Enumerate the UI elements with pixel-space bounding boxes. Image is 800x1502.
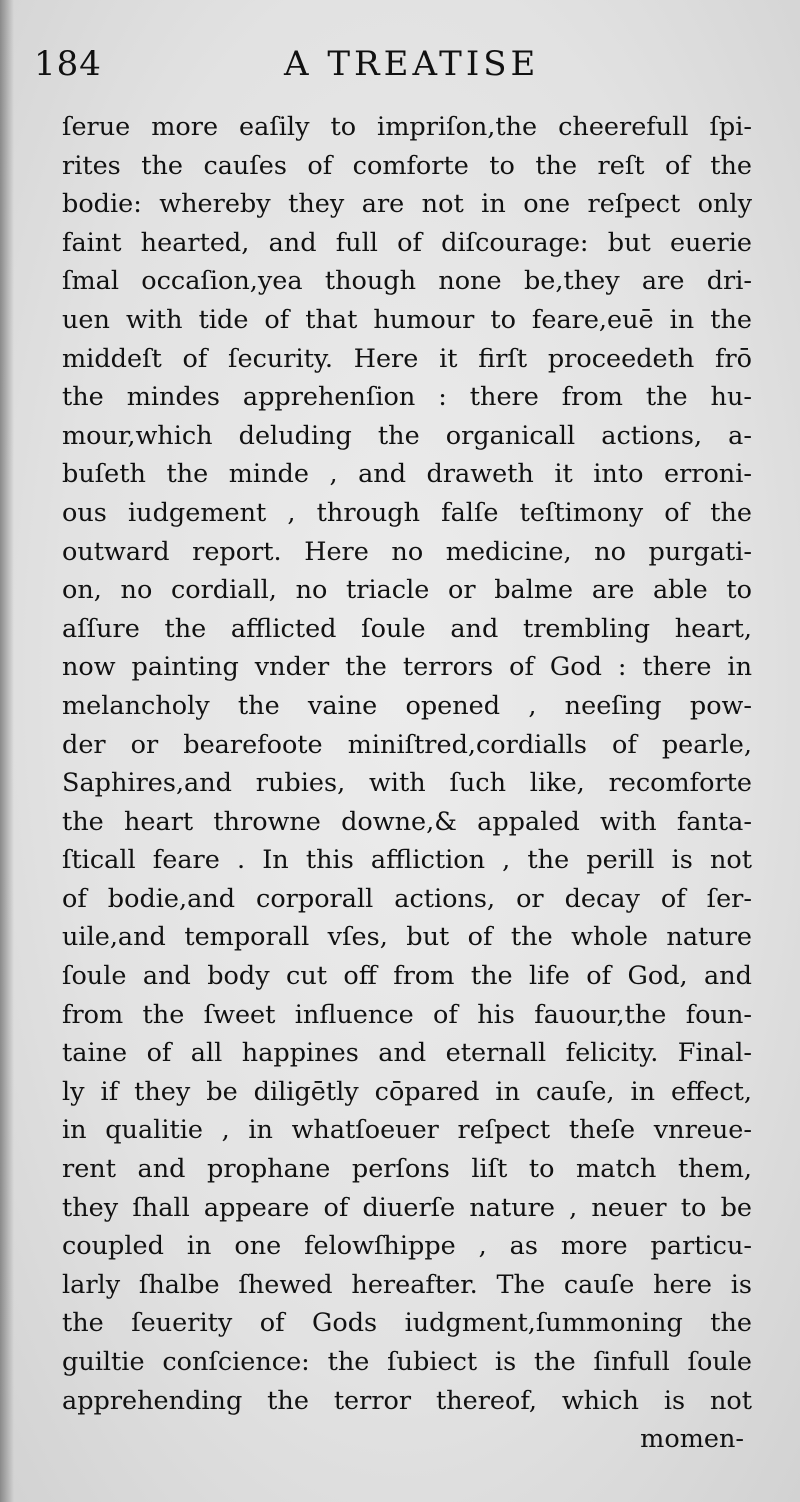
text-line: rent and prophane perſons liſt to match them,: [62, 1154, 752, 1185]
text-line: uen with tide of that humour to feare,euē in the: [62, 304, 752, 335]
text-line: der or bearefoote miniſtred,cordialls of pearle,: [62, 729, 752, 760]
running-head: [34, 44, 774, 92]
text-line: larly ſhalbe ſhewed hereafter. The cauſe here is: [62, 1269, 752, 1300]
text-line: ſticall feare . In this affliction , the perill is not: [62, 845, 752, 876]
text-line: in qualitie , in whatſoeuer reſpect theſe vnreue-: [62, 1115, 752, 1146]
running-title: A TREATISE: [284, 44, 540, 84]
text-line: rites the cauſes of comforte to the reſt of the: [62, 150, 752, 181]
text-line: the heart throwne downe,& appaled with fanta-: [62, 806, 752, 837]
text-line: outward report. Here no medicine, no purgati-: [62, 536, 752, 567]
text-line: guiltie conſcience: the ſubiect is the ſinfull ſoule: [62, 1347, 752, 1377]
text-line: on, no cordiall, no triacle or balme are able to: [62, 575, 752, 606]
text-line: from the ſweet influence of his fauour,the foun-: [62, 999, 752, 1030]
text-line: faint hearted, and full of diſcourage: but euerie: [62, 227, 752, 258]
catchword: momen-: [640, 1424, 744, 1455]
text-line: ous iudgement , through falſe teſtimony of the: [62, 497, 752, 528]
text-line: ly if they be diligētly cōpared in cauſe, in effect,: [62, 1076, 752, 1107]
text-line: melancholy the vaine opened , neeſing pow-: [62, 690, 752, 721]
text-line: the ſeuerity of Gods iudgment,ſummoning the: [62, 1308, 752, 1339]
text-line: now painting vnder the terrors of God : there in: [62, 652, 752, 683]
text-line: ſoule and body cut off from the life of God, and: [62, 961, 752, 992]
text-line: taine of all happines and eternall felicity. Final-: [62, 1038, 752, 1069]
page-gutter-shadow: [0, 0, 14, 1502]
text-line: coupled in one felowſhippe , as more particu-: [62, 1231, 752, 1262]
text-line: aſſure the afflicted ſoule and trembling heart,: [62, 613, 752, 644]
text-line: ſerue more eaſily to impriſon,the cheerefull ſpi-: [62, 112, 752, 142]
text-line: bodie: whereby they are not in one reſpect only: [62, 189, 752, 220]
text-line: middeſt of ſecurity. Here it firſt proceedeth frō: [62, 343, 752, 374]
page-number: 184: [34, 44, 102, 84]
text-line: ſmal occaſion,yea though none be,they are dri-: [62, 266, 752, 297]
text-line: apprehending the terror thereof, which is not: [62, 1385, 752, 1416]
text-line: mour,which deluding the organicall actions, a-: [62, 420, 752, 451]
text-line: they ſhall appeare of diuerſe nature , neuer to be: [62, 1192, 752, 1223]
body-text: [62, 108, 752, 1459]
text-line: Saphires,and rubies, with ſuch like, recomforte: [62, 768, 752, 799]
text-line: of bodie,and corporall actions, or decay of ſer-: [62, 883, 752, 914]
text-line: the mindes apprehenſion : there from the hu-: [62, 382, 752, 413]
text-line: uile,and temporall vſes, but of the whole nature: [62, 922, 752, 953]
text-line: buſeth the minde , and draweth it into erroni-: [62, 459, 752, 490]
